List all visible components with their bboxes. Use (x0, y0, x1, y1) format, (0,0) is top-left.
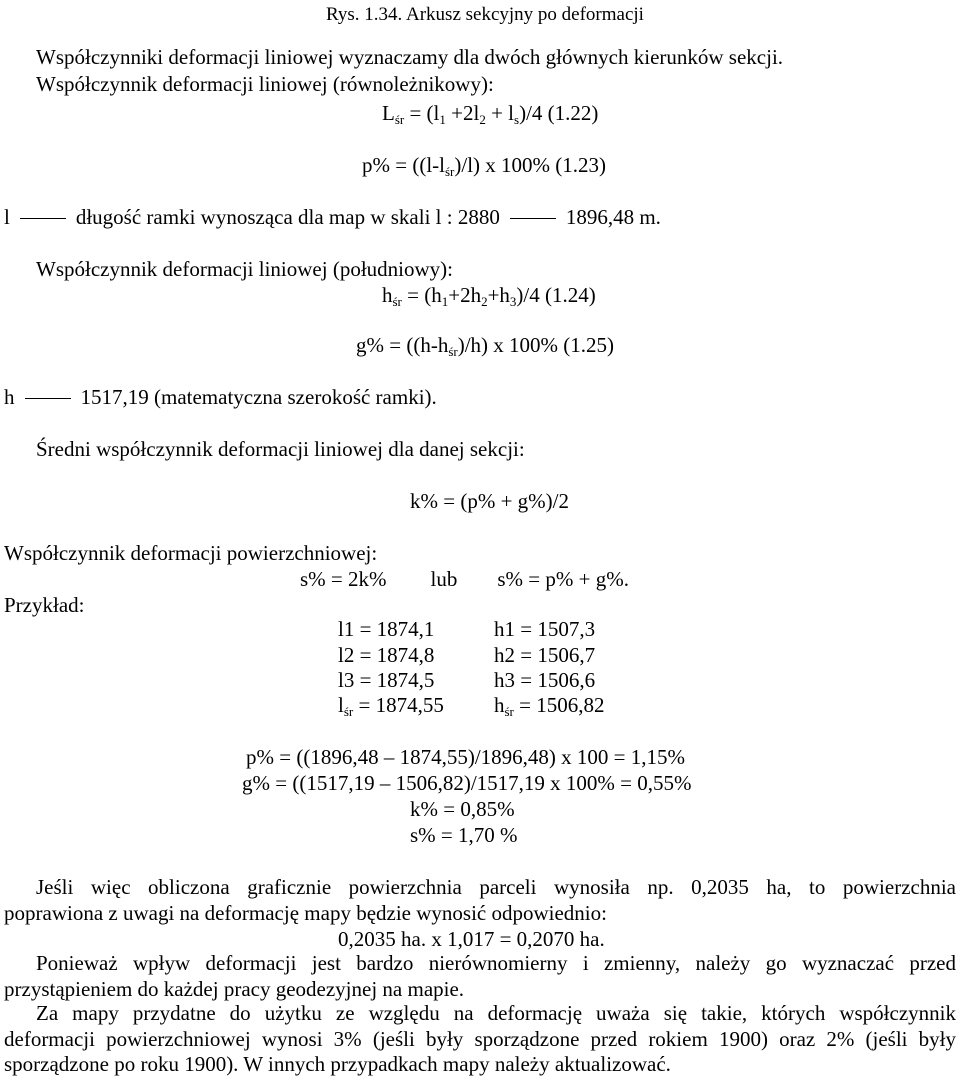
dash-icon (510, 218, 556, 219)
example-l3: l3 = 1874,5 (338, 668, 435, 692)
l-definition: l długość ramki wynosząca dla map w skali l : 2880 1896,48 m. (4, 205, 661, 229)
surface-coefficient-title: Współczynnik deformacji powierzchniowej: (4, 541, 378, 565)
equation-1-22: $L_{śr} = (l_1 +2l_2 + l_s)/4$ (1.22) (382, 101, 599, 127)
equation-k: k% = (p% + g%)/2 (410, 489, 569, 513)
paragraph-3-line-3: sporządzone po roku 1900). W innych przypadkach mapy należy aktualizować. (4, 1052, 671, 1076)
paragraph-3-line-2: deformacji powierzchniowej wynosi 3% (jeśli były sporządzone przed rokiem 1900) oraz 2% (jeśli były (4, 1027, 956, 1051)
h-definition: h 1517,19 (matematyczna szerokość ramki). (4, 385, 437, 409)
example-l2: l2 = 1874,8 (338, 643, 435, 667)
paragraph-1-line-2: poprawiona z uwagi na deformację mapy będzie wynosić odpowiednio: (4, 901, 607, 925)
example-l1: l1 = 1874,1 (338, 617, 435, 641)
paragraph-1-line-1: Jeśli więc obliczona graficznie powierzchnia parceli wynosiła np. 0,2035 ha, to powierzchnia (36, 875, 956, 899)
figure-caption: Rys. 1.34. Arkusz sekcyjny po deformacji (326, 4, 644, 25)
intro-line-2: Współczynnik deformacji liniowej (równoleżnikowy): (36, 72, 494, 96)
result-g: g% = ((1517,19 – 1506,82)/1517,19 x 100% = 0,55% (242, 771, 692, 795)
paragraph-2-line-1: Ponieważ wpływ deformacji jest bardzo nierównomierny i zmienny, należy go wyznaczać przed (36, 951, 956, 975)
result-s: s% = 1,70 % (410, 823, 518, 847)
example-lsr: $l_{śr} = 1874,55$ (338, 693, 444, 719)
example-h3: h3 = 1506,6 (494, 668, 596, 692)
equation-1-24: $h_{śr} = (h_1+2h_2+h_3)/4$ (1.24) (382, 283, 596, 309)
equation-1-23: $p\% = ((l-l_{śr})/l)$ x 100% (1.23) (362, 153, 607, 179)
result-k: k% = 0,85% (410, 797, 515, 821)
intro-line-1: Współczynniki deformacji liniowej wyznaczamy dla dwóch głównych kierunków sekcji. (36, 45, 784, 69)
mean-coefficient-title: Średni współczynnik deformacji liniowej dla danej sekcji: (36, 437, 525, 461)
example-hsr: $h_{śr} = 1506,82$ (494, 693, 605, 719)
paragraph-1-line-3: 0,2035 ha. x 1,017 = 0,2070 ha. (338, 927, 605, 951)
equation-1-25: $g\% = ((h-h_{śr})/h)$ x 100% (1.25) (356, 333, 615, 359)
meridional-title: Współczynnik deformacji liniowej (południowy): (36, 257, 453, 281)
equation-s: s% = 2k% lub s% = p% + g%. (300, 567, 629, 591)
example-h2: h2 = 1506,7 (494, 643, 596, 667)
example-label: Przykład: (4, 593, 85, 617)
paragraph-3-line-1: Za mapy przydatne do użytku ze względu na deformację uważa się takie, których współczynnik (36, 1001, 956, 1025)
dash-icon (20, 218, 66, 219)
result-p: p% = ((1896,48 – 1874,55)/1896,48) x 100 = 1,15% (246, 745, 685, 769)
paragraph-2-line-2: przystąpieniem do każdej pracy geodezyjnej na mapie. (4, 977, 465, 1001)
dash-icon (25, 398, 71, 399)
example-h1: h1 = 1507,3 (494, 617, 596, 641)
